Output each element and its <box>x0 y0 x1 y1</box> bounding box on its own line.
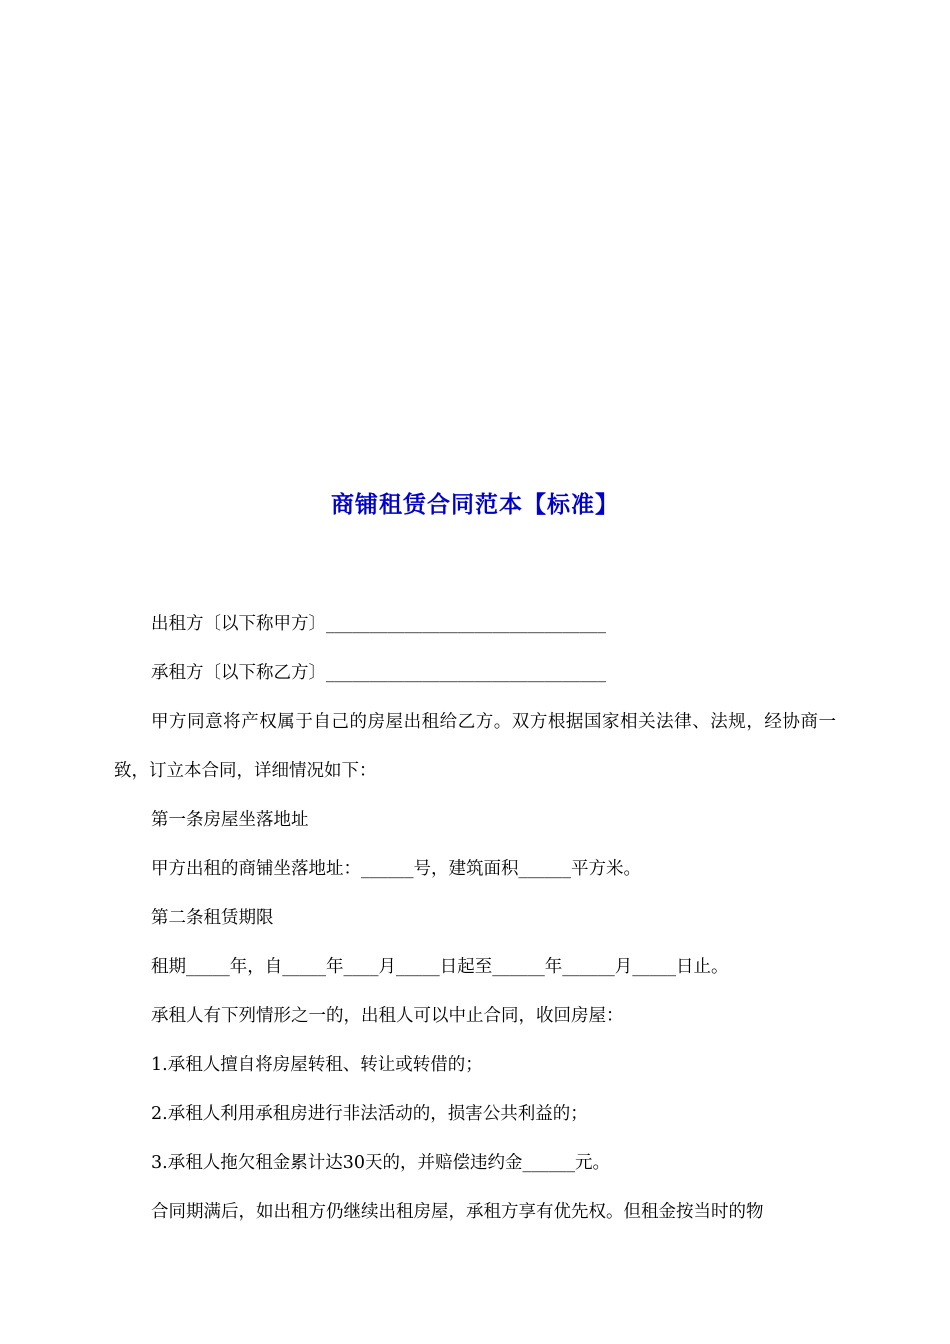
paragraph-renewal: 合同期满后，如出租方仍继续出租房屋，承租方享有优先权。但租金按当时的物 <box>151 1202 764 1222</box>
paragraph-condition-2: 2.承租人利用承租房进行非法活动的，损害公共利益的； <box>151 1104 588 1124</box>
paragraph-lessee: 承租方〔以下称乙方〕________________________________ <box>151 663 606 683</box>
paragraph-lessor: 出租方〔以下称甲方〕________________________________ <box>151 614 606 634</box>
paragraph-lease-term: 租期_____年，自_____年____月_____日起至______年______月_____日止。 <box>151 957 729 977</box>
paragraph-article-1-heading: 第一条房屋坐落地址 <box>151 810 309 830</box>
paragraph-condition-3: 3.承租人拖欠租金累计达30天的，并赔偿违约金______元。 <box>151 1153 610 1173</box>
paragraph-address: 甲方出租的商铺坐落地址：______号，建筑面积______平方米。 <box>151 859 641 879</box>
paragraph-article-2-heading: 第二条租赁期限 <box>151 908 274 928</box>
paragraph-agreement-intro: 甲方同意将产权属于自己的房屋出租给乙方。双方根据国家相关法律、法规，经协商一致，订立本合同，详细情况如下： <box>114 712 836 781</box>
document-body <box>114 600 836 1237</box>
document-title: 商铺租赁合同范本【标准】 <box>331 491 619 518</box>
paragraph-condition-1: 1.承租人擅自将房屋转租、转让或转借的； <box>151 1055 483 1075</box>
paragraph-termination-conditions: 承租人有下列情形之一的，出租人可以中止合同，收回房屋： <box>151 1006 624 1026</box>
